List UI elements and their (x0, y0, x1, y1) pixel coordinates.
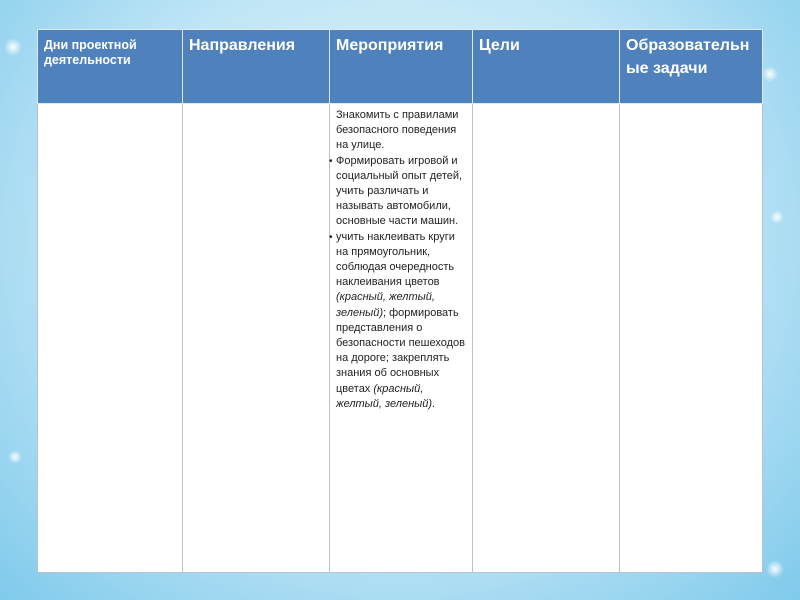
sparkle-decoration (762, 66, 778, 82)
sparkle-decoration (4, 38, 22, 56)
measure-text: . (432, 397, 436, 410)
measure-item: Знакомить с правилами безопасного поведения на улице. (336, 109, 459, 152)
cell-project-days (38, 104, 183, 573)
measure-item: • Формировать игровой и социальный опыт детей, учить различать и называть автомобили, основные части машин. (334, 154, 470, 230)
measure-colors: (красный, желтый, зеленый) (336, 382, 433, 410)
project-plan-table (37, 29, 763, 573)
sparkle-decoration (766, 560, 784, 578)
header-goals: Цели (473, 30, 620, 104)
table-header-row (38, 30, 763, 104)
header-directions: Направления (183, 30, 330, 104)
measure-text: ; формировать представления о безопасности пешеходов на дороге; закреплять знания об основных цветах (336, 306, 466, 395)
cell-goals (473, 104, 620, 573)
measure-item (334, 230, 470, 412)
header-project-days: Дни проектной деятельности (38, 30, 183, 104)
header-measures: Мероприятия (330, 30, 473, 104)
sparkle-decoration (8, 450, 22, 464)
measures-list (334, 108, 470, 412)
measure-colors: (красный, желтый, зеленый) (336, 291, 435, 319)
cell-directions (183, 104, 330, 573)
header-educational-tasks: Образовательные задачи (620, 30, 763, 104)
sparkle-decoration (770, 210, 784, 224)
cell-educational-tasks (620, 104, 763, 573)
table-row (38, 104, 763, 573)
measure-text: учить наклеивать круги на прямоугольник, соблюдая очередность наклеивания цветов (336, 230, 455, 289)
cell-measures (330, 104, 473, 573)
